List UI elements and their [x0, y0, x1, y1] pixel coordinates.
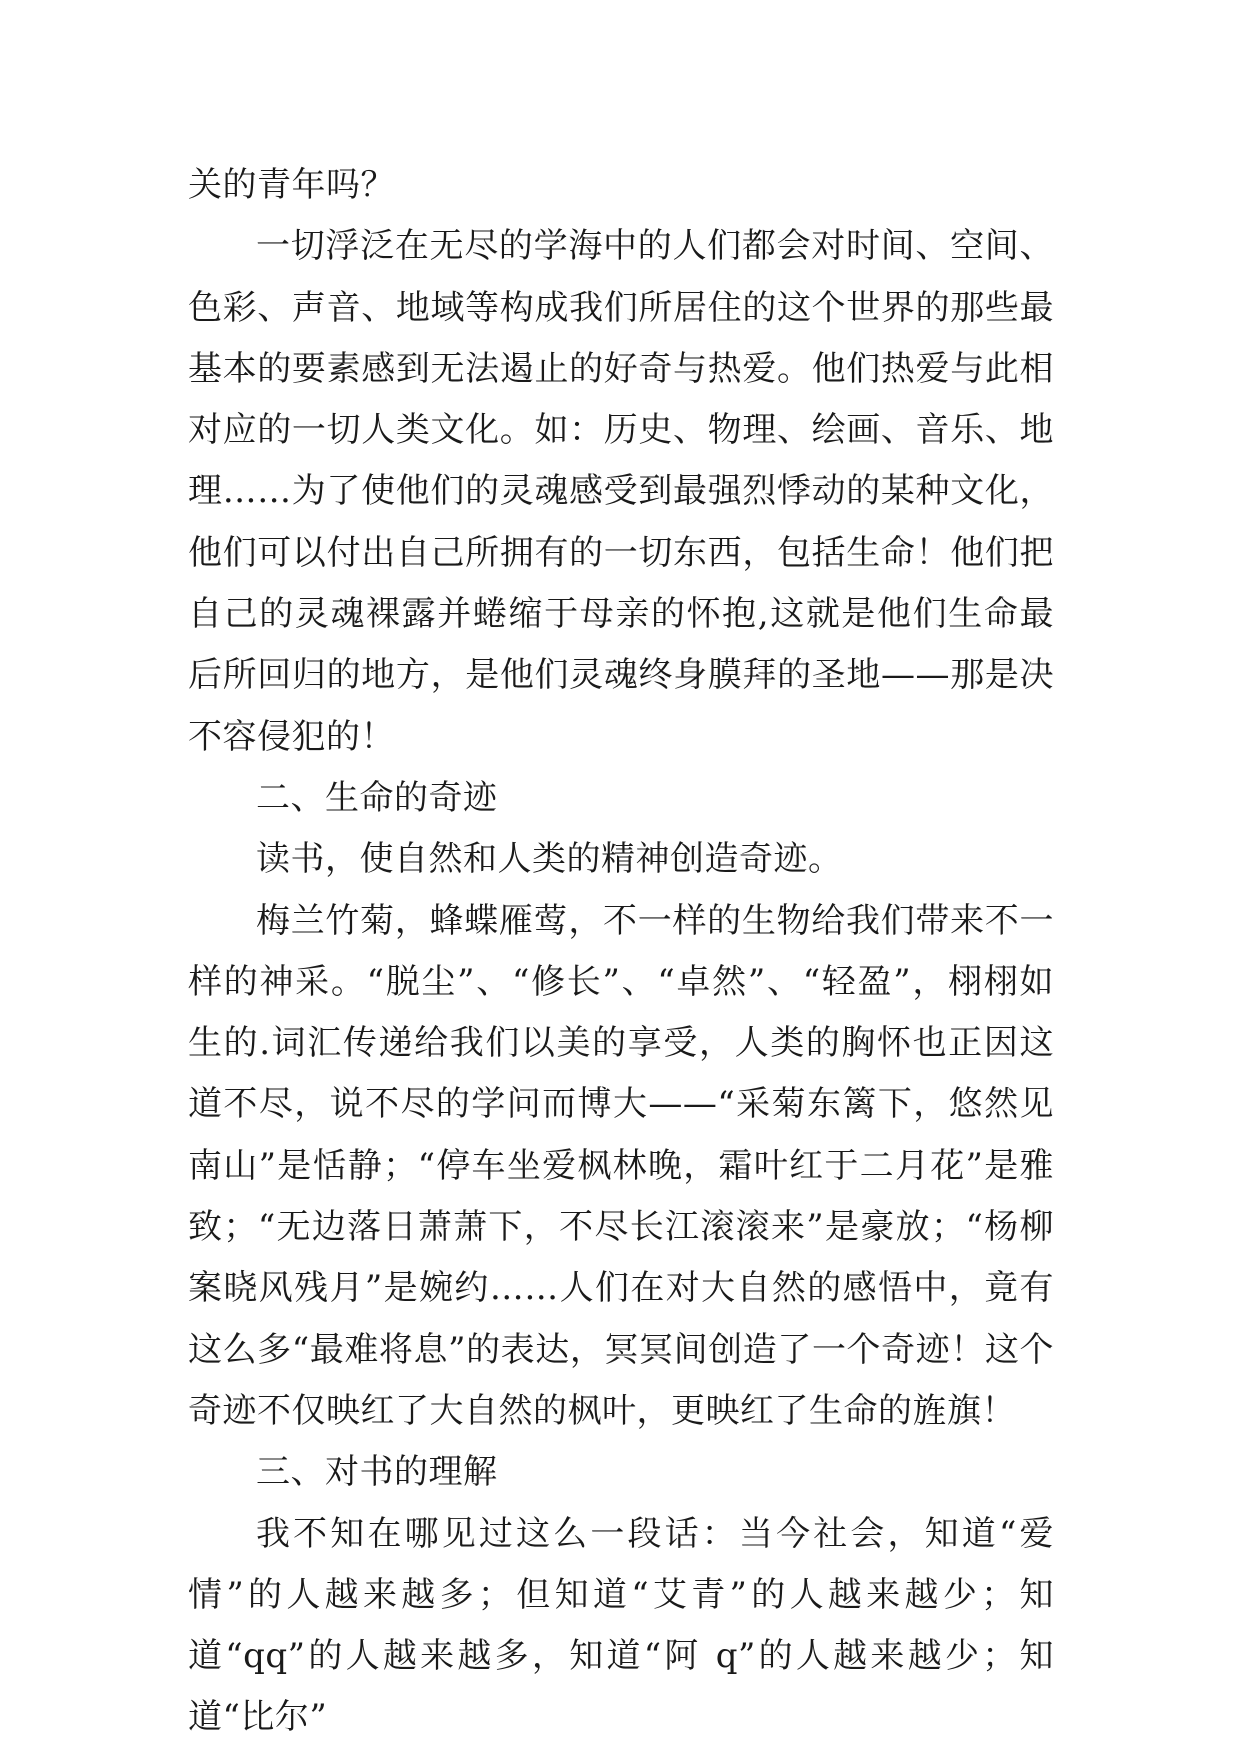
section-heading-understanding-books: 三、对书的理解: [256, 1452, 498, 1493]
paragraph-reading-miracle: 读书，使自然和人类的精神创造奇迹。: [256, 839, 843, 880]
paragraph-learning-sea: 一切浮泛在无尽的学海中的人们都会对时间、空间、色彩、声音、地域等构成我们所居住的这个世界的那些最基本的要素感到无法遏止的好奇与热爱。他们热爱与此相对应的一切人类文化。如：历史、物理、绘画、音乐、地理……为了使他们的灵魂感受到最强烈悸动的某种文化，他们可以付出自己所拥有的一切东西，包括生命！他们把自己的灵魂裸露并蜷缩于母亲的怀抱,这就是他们生命最后所回归的地方，是他们灵魂终身膜拜的圣地——那是决不容侵犯的！: [188, 226, 1054, 757]
document-body: [188, 155, 1054, 1749]
paragraph-modern-society: 我不知在哪见过这么一段话：当今社会，知道“爱情”的人越来越多；但知道“艾青”的人越来越少；知道“qq”的人越来越多，知道“阿 q”的人越来越少；知道“比尔”: [188, 1513, 1054, 1738]
section-heading-miracle-of-life: 二、生命的奇迹: [256, 777, 498, 818]
paragraph-continuation: 关的青年吗？: [188, 165, 395, 205]
paragraph-nature-poetry: 梅兰竹菊，蜂蝶雁莺，不一样的生物给我们带来不一样的神采。“脱尘”、“修长”、“卓然”、“轻盈”，栩栩如生的.词汇传递给我们以美的享受，人类的胸怀也正因这道不尽，说不尽的学问而博大——“采菊东篱下，悠然见南山”是恬静；“停车坐爱枫林晚，霜叶红于二月花”是雅致；“无边落日萧萧下，不尽长江滚滚来”是豪放；“杨柳案晓风残月”是婉约……人们在对大自然的感悟中，竟有这么多“最难将息”的表达，冥冥间创造了一个奇迹！这个奇迹不仅映红了大自然的枫叶，更映红了生命的旌旗！: [188, 900, 1054, 1431]
